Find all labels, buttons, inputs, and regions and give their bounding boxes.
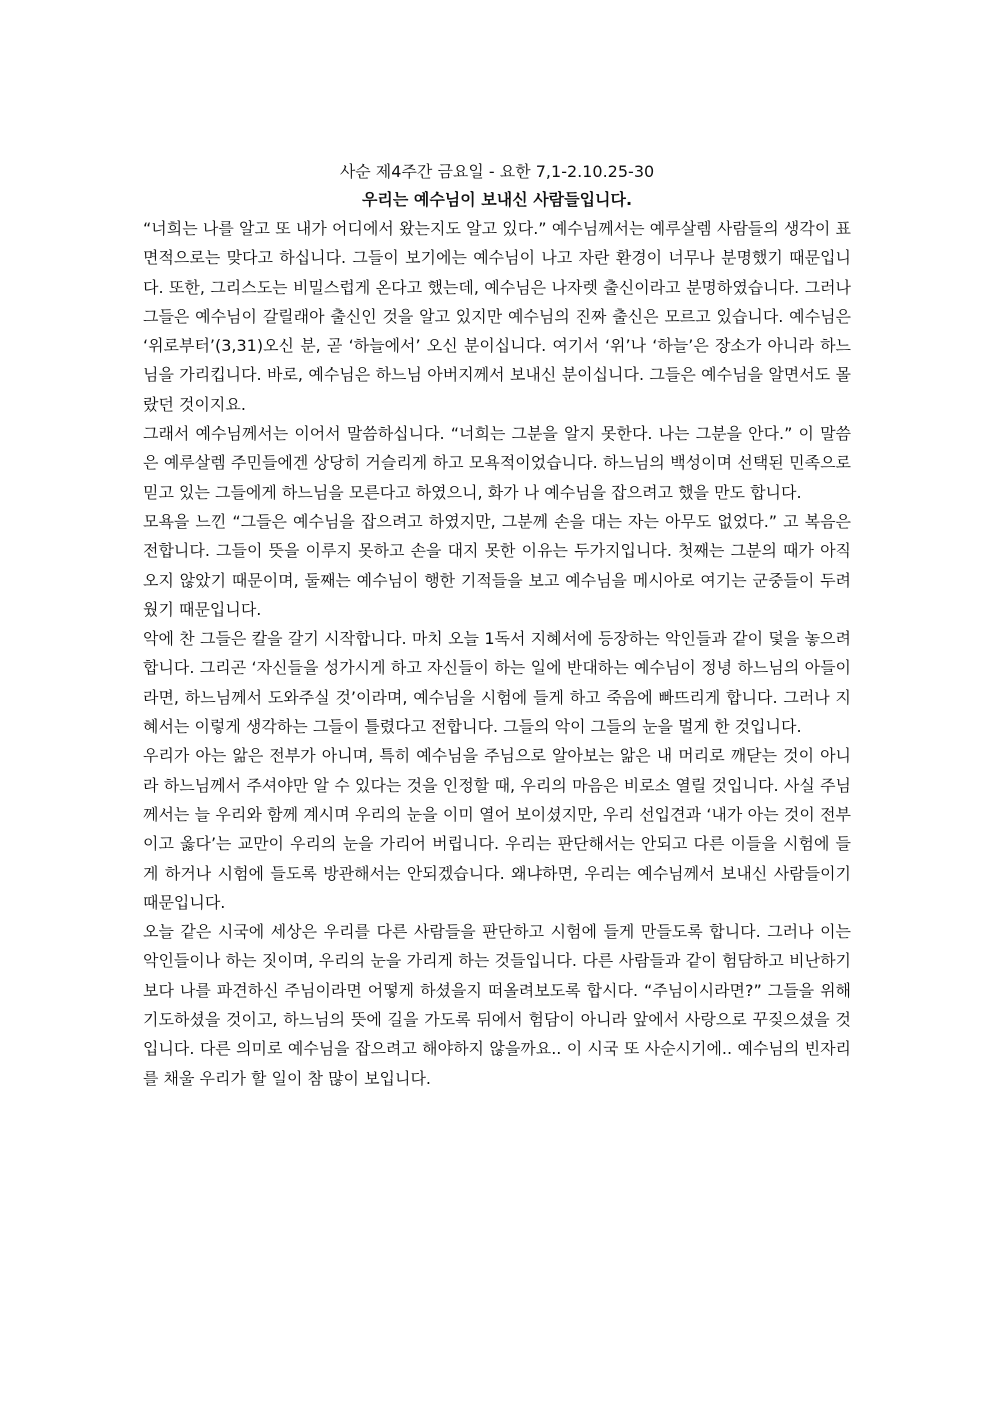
reflection-title: 우리는 예수님이 보내신 사람들입니다.	[361, 190, 633, 209]
paragraph-5: 우리가 아는 앎은 전부가 아니며, 특히 예수님을 주님으로 알아보는 앎은 내 머리로 깨닫는 것이 아니라 하느님께서 주셔야만 알 수 있다는 것을 인정할 때, 우리의 마음은 비로소 열릴 것입니다. 사실 주님께서는 늘 우리와 함께 계시며 우리의 눈을 이미 열어 보이셨지만, 우리 선입견과 ‘내가 아는 것이 전부이고 옳다’는 교만이 우리의 눈을 가리어 버립니다. 우리는 판단해서는 안되고 다른 이들을 시험에 들게 하거나 시험에 들도록 방관해서는 안되겠습니다. 왜냐하면, 우리는 예수님께서 보내신 사람들이기 때문입니다.	[143, 746, 851, 912]
document-body	[143, 158, 851, 1093]
liturgical-date-heading: 사순 제4주간 금요일 - 요한 7,1-2.10.25-30	[339, 162, 655, 181]
paragraph-4: 악에 찬 그들은 칼을 갈기 시작합니다. 마치 오늘 1독서 지혜서에 등장하는 악인들과 같이 덫을 놓으려 합니다. 그리곤 ‘자신들을 성가시게 하고 자신들이 하는 일에 반대하는 예수님이 정녕 하느님의 아들이라면, 하느님께서 도와주실 것’이라며, 예수님을 시험에 들게 하고 죽음에 빠뜨리게 합니다. 그러나 지혜서는 이렇게 생각하는 그들이 틀렸다고 전합니다. 그들의 악이 그들의 눈을 멀게 한 것입니다.	[143, 629, 851, 737]
paragraph-2: 그래서 예수님께서는 이어서 말씀하십니다. “너희는 그분을 알지 못한다. 나는 그분을 안다.” 이 말씀은 예루살렘 주민들에겐 상당히 거슬리게 하고 모욕적이었습니다. 하느님의 백성이며 선택된 민족으로 믿고 있는 그들에게 하느님을 모른다고 하였으니, 화가 나 예수님을 잡으려고 했을 만도 합니다.	[143, 424, 851, 502]
paragraph-6: 오늘 같은 시국에 세상은 우리를 다른 사람들을 판단하고 시험에 들게 만들도록 합니다. 그러나 이는 악인들이나 하는 짓이며, 우리의 눈을 가리게 하는 것들입니다. 다른 사람들과 같이 험담하고 비난하기보다 나를 파견하신 주님이라면 어떻게 하셨을지 떠올려보도록 합시다. “주님이시라면?” 그들을 위해 기도하셨을 것이고, 하느님의 뜻에 길을 가도록 뒤에서 험담이 아니라 앞에서 사랑으로 꾸짖으셨을 것입니다. 다른 의미로 예수님을 잡으려고 해야하지 않을까요.. 이 시국 또 사순시기에.. 예수님의 빈자리를 채울 우리가 할 일이 참 많이 보입니다.	[143, 922, 851, 1088]
paragraph-1: “너희는 나를 알고 또 내가 어디에서 왔는지도 알고 있다.” 예수님께서는 예루살렘 사람들의 생각이 표면적으로는 맞다고 하십니다. 그들이 보기에는 예수님이 나고 자란 환경이 너무나 분명했기 때문입니다. 또한, 그리스도는 비밀스럽게 온다고 했는데, 예수님은 나자렛 출신이라고 분명하였습니다. 그러나 그들은 예수님이 갈릴래아 출신인 것을 알고 있지만 예수님의 진짜 출신은 모르고 있습니다. 예수님은 ‘위로부터’(3,31)오신 분, 곧 ‘하늘에서’ 오신 분이십니다. 여기서 ‘위’나 ‘하늘’은 장소가 아니라 하느님을 가리킵니다. 바로, 예수님은 하느님 아버지께서 보내신 분이십니다. 그들은 예수님을 알면서도 몰랐던 것이지요.	[143, 219, 851, 414]
paragraph-3: 모욕을 느낀 “그들은 예수님을 잡으려고 하였지만, 그분께 손을 대는 자는 아무도 없었다.” 고 복음은 전합니다. 그들이 뜻을 이루지 못하고 손을 대지 못한 이유는 두가지입니다. 첫째는 그분의 때가 아직 오지 않았기 때문이며, 둘째는 예수님이 행한 기적들을 보고 예수님을 메시아로 여기는 군중들이 두려웠기 때문입니다.	[143, 511, 851, 619]
